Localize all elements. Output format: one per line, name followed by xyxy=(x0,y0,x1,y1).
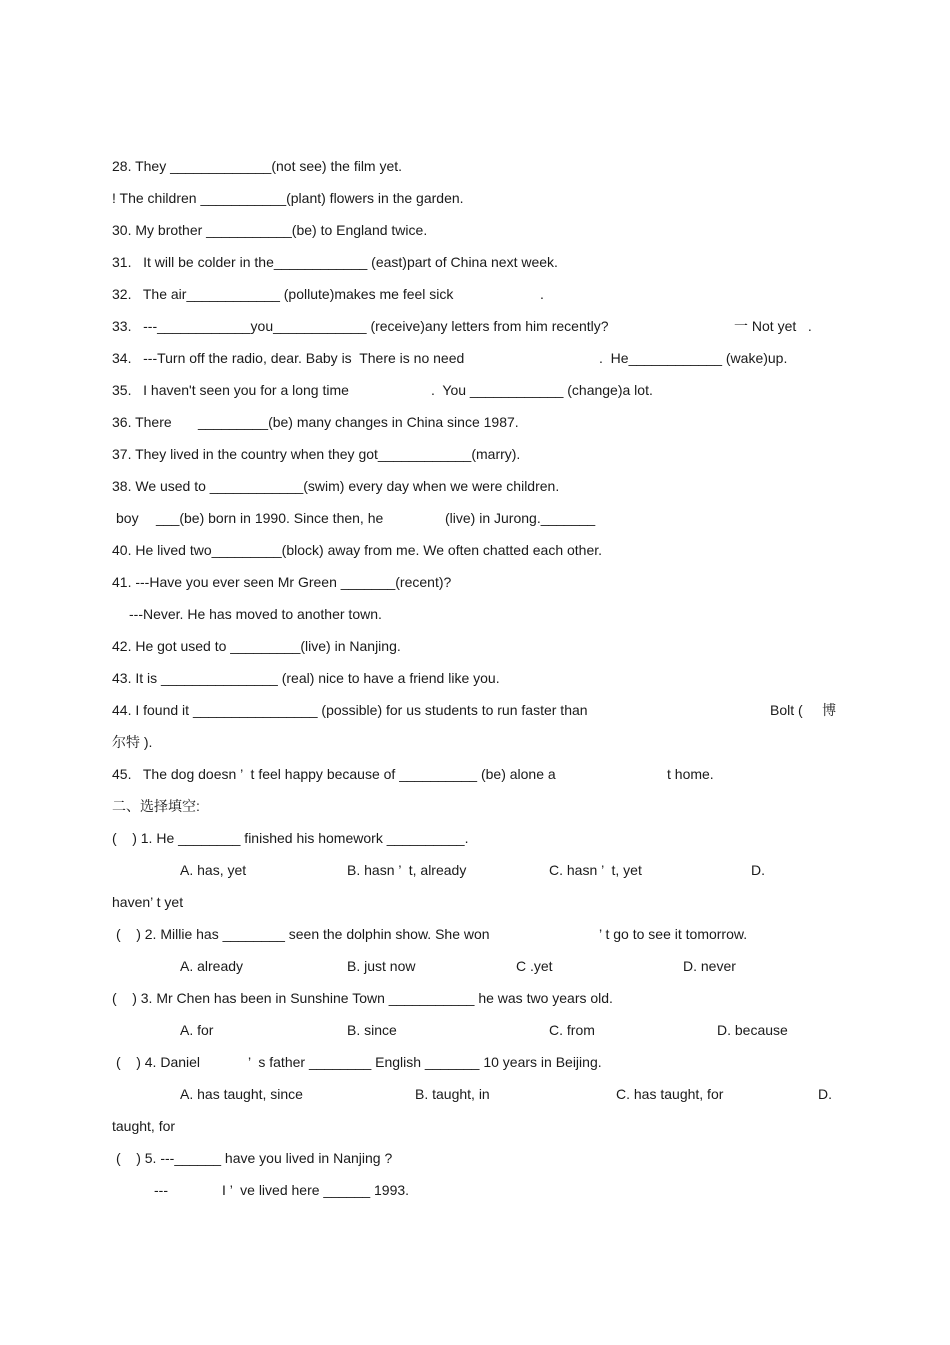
question-34-end: . He____________ (wake)up. xyxy=(599,350,788,366)
question-40: 40. He lived two_________(block) away from me. We often chatted each other. xyxy=(112,542,603,558)
mc-2-option-c: C .yet xyxy=(516,958,553,974)
mc-question-4: ( ) 4. Daniel xyxy=(116,1054,201,1070)
mc-3-option-a: A. for xyxy=(180,1022,214,1038)
question-30: 30. My brother ___________(be) to England twice. xyxy=(112,222,428,238)
mc-3-option-d: D. because xyxy=(717,1022,788,1038)
question-45: 45. The dog doesn ’ t feel happy because of __________ (be) alone a xyxy=(112,766,556,782)
mc-4-option-a: A. has taught, since xyxy=(180,1086,303,1102)
question-32-end: . xyxy=(540,286,544,302)
mc-3-option-c: C. from xyxy=(549,1022,595,1038)
mc-question-5-dash: --- xyxy=(154,1182,168,1198)
question-35-end: . You ____________ (change)a lot. xyxy=(431,382,653,398)
mc-2-option-d: D. never xyxy=(683,958,736,974)
question-41-reply: ---Never. He has moved to another town. xyxy=(129,606,382,622)
question-28: 28. They _____________(not see) the film yet. xyxy=(112,158,403,174)
question-33: 33. ---____________you____________ (receive)any letters from him recently? xyxy=(112,318,609,334)
mc-4-option-c: C. has taught, for xyxy=(616,1086,724,1102)
mc-question-2-end: ’ t go to see it tomorrow. xyxy=(599,926,748,942)
mc-1-option-a: A. has, yet xyxy=(180,862,247,878)
mc-3-option-b: B. since xyxy=(347,1022,397,1038)
question-44: 44. I found it ________________ (possible) for us students to run faster than xyxy=(112,702,588,718)
question-32: 32. The air____________ (pollute)makes me feel sick xyxy=(112,286,454,302)
mc-2-option-b: B. just now xyxy=(347,958,416,974)
mc-question-5-reply: I ’ ve lived here ______ 1993. xyxy=(222,1182,410,1198)
section-2-heading: 二、选择填空: xyxy=(112,798,200,814)
question-43: 43. It is _______________ (real) nice to have a friend like you. xyxy=(112,670,500,686)
question-33-answer: 一 Not yet . xyxy=(734,318,812,334)
question-29: ! The children ___________(plant) flowers in the garden. xyxy=(112,190,464,206)
question-36: 36. There xyxy=(112,414,172,430)
question-39-start: boy xyxy=(116,510,139,526)
mc-question-3: ( ) 3. Mr Chen has been in Sunshine Town ___________ he was two years old. xyxy=(112,990,613,1006)
mc-question-2: ( ) 2. Millie has ________ seen the dolphin show. She won xyxy=(116,926,490,942)
mc-question-4-end: ’ s father ________ English _______ 10 years in Beijing. xyxy=(248,1054,602,1070)
question-39-end: (live) in Jurong._______ xyxy=(445,510,596,526)
mc-4-option-d: D. xyxy=(818,1086,832,1102)
mc-question-5: ( ) 5. ---______ have you lived in Nanjing ? xyxy=(116,1150,393,1166)
mc-4-option-b: B. taught, in xyxy=(415,1086,490,1102)
question-34: 34. ---Turn off the radio, dear. Baby is There is no need xyxy=(112,350,465,366)
question-31: 31. It will be colder in the____________ (east)part of China next week. xyxy=(112,254,558,270)
question-38: 38. We used to ____________(swim) every day when we were children. xyxy=(112,478,560,494)
question-44-end: 尔特 ). xyxy=(112,734,153,750)
question-35: 35. I haven't seen you for a long time xyxy=(112,382,349,398)
mc-question-1: ( ) 1. He ________ finished his homework __________. xyxy=(112,830,469,846)
question-39-middle: ___(be) born in 1990. Since then, he xyxy=(156,510,384,526)
mc-1-option-c: C. hasn ’ t, yet xyxy=(549,862,642,878)
question-42: 42. He got used to _________(live) in Nanjing. xyxy=(112,638,401,654)
question-45-end: t home. xyxy=(667,766,714,782)
question-44-bolt: Bolt ( 博 xyxy=(770,702,837,718)
mc-1-option-d-text: haven’ t yet xyxy=(112,894,184,910)
question-41: 41. ---Have you ever seen Mr Green _______(recent)? xyxy=(112,574,452,590)
mc-1-option-b: B. hasn ’ t, already xyxy=(347,862,467,878)
question-37: 37. They lived in the country when they got____________(marry). xyxy=(112,446,521,462)
question-36-end: _________(be) many changes in China since 1987. xyxy=(198,414,519,430)
mc-2-option-a: A. already xyxy=(180,958,244,974)
mc-1-option-d: D. xyxy=(751,862,765,878)
mc-4-option-d-text: taught, for xyxy=(112,1118,176,1134)
